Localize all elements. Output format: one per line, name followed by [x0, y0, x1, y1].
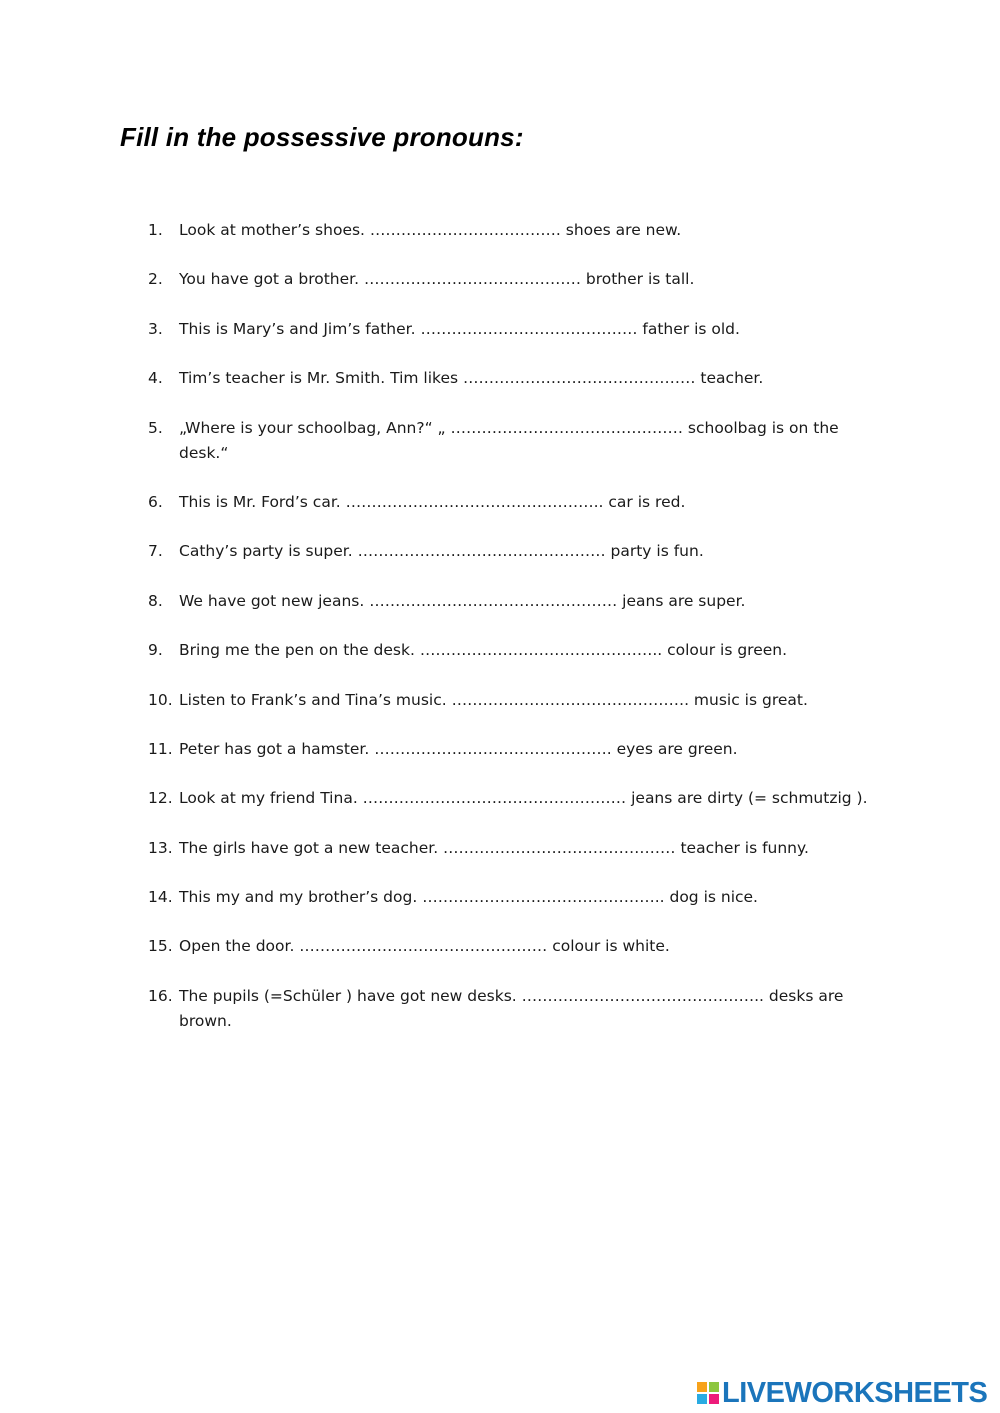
exercise-item-15: [148, 934, 878, 959]
exercise-number: 10.: [148, 690, 173, 709]
exercise-number: 6.: [148, 492, 163, 511]
exercise-list: [148, 218, 878, 1058]
logo-text: LIVEWORKSHEETS: [722, 1377, 988, 1409]
page-title: Fill in the possessive pronouns:: [120, 122, 524, 152]
exercise-text: The pupils (=Schüler ) have got new desks. ……………………………………….. desks are brown.: [179, 986, 844, 1030]
exercise-number: 12.: [148, 789, 173, 808]
exercise-number: 15.: [148, 937, 173, 956]
exercise-item-3: [148, 317, 878, 342]
exercise-number: 1.: [148, 221, 163, 239]
logo-block-e: [709, 1394, 719, 1404]
exercise-number: 2.: [148, 270, 163, 289]
exercise-text: Bring me the pen on the desk. ……………………………………….. colour is green.: [179, 641, 788, 660]
exercise-text: Cathy’s party is super. ………………………………………… party is fun.: [179, 542, 704, 561]
exercise-number: 14.: [148, 888, 173, 907]
exercise-number: 11.: [148, 739, 173, 758]
exercise-number: 4.: [148, 369, 163, 388]
logo-block-v: [697, 1394, 707, 1404]
exercise-number: 8.: [148, 591, 163, 610]
exercise-text: This is Mr. Ford’s car. ………………………………………….. car is red.: [179, 492, 686, 511]
liveworksheets-logo: [697, 1378, 987, 1408]
exercise-number: 13.: [148, 838, 173, 857]
logo-block-i: [709, 1382, 719, 1392]
exercise-item-8: [148, 589, 878, 614]
exercise-text: This is Mary’s and Jim’s father. …………………………………… father is old.: [179, 319, 740, 338]
exercise-text: The girls have got a new teacher. ……………………………………… teacher is funny.: [179, 838, 809, 857]
exercise-item-16: [148, 984, 878, 1034]
exercise-text: Peter has got a hamster. ………………………………………. eyes are green.: [179, 739, 738, 758]
exercise-number: 3.: [148, 319, 163, 338]
exercise-item-5: [148, 416, 878, 466]
exercise-item-1: [148, 218, 878, 243]
exercise-number: 5.: [148, 418, 163, 437]
exercise-item-9: [148, 638, 878, 663]
exercise-text: Open the door. ………………………………………… colour is white.: [179, 937, 670, 956]
exercise-number: 7.: [148, 542, 163, 561]
exercise-item-10: [148, 688, 878, 713]
exercise-item-2: [148, 267, 878, 292]
exercise-item-13: [148, 836, 878, 861]
exercise-text: Look at my friend Tina. …………………………………………… jeans are dirty (= schmutzig ).: [179, 789, 868, 808]
exercise-item-7: [148, 539, 878, 564]
exercise-item-11: [148, 737, 878, 762]
exercise-item-4: [148, 366, 878, 391]
exercise-text: You have got a brother. …………………………………… brother is tall.: [179, 270, 695, 289]
exercise-number: 16.: [148, 986, 173, 1005]
logo-block-l: [697, 1382, 707, 1392]
exercise-number: 9.: [148, 641, 163, 660]
exercise-text: This my and my brother’s dog. ……………………………………….. dog is nice.: [179, 888, 758, 907]
exercise-text: Listen to Frank’s and Tina’s music. ………………………………………. music is great.: [179, 690, 808, 709]
liveworksheets-logo-icon: [697, 1382, 719, 1404]
exercise-item-14: [148, 885, 878, 910]
exercise-item-12: [148, 786, 878, 811]
exercise-text: We have got new jeans. ………………………………………… jeans are super.: [179, 591, 746, 610]
exercise-text: Look at mother’s shoes. ………………………………. shoes are new.: [179, 221, 682, 239]
exercise-text: „Where is your schoolbag, Ann?“ „ ……………………………………… schoolbag is on the desk.“: [179, 418, 839, 462]
exercise-text: Tim’s teacher is Mr. Smith. Tim likes ……………………………………… teacher.: [179, 369, 764, 388]
exercise-item-6: [148, 490, 878, 515]
